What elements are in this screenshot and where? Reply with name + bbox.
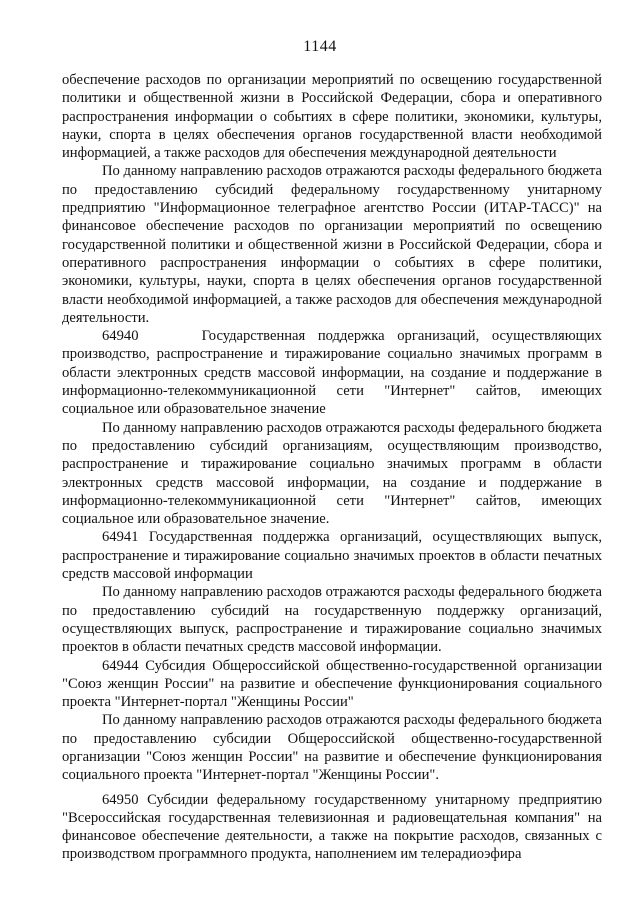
article-title: Государственная поддержка организаций, осуществляющих производство, распространение и тиражирование социально значимых программ в области электронных средств массовой информации, на создание и поддержание в информационно-телекоммуникационной сети "Интернет" сайтов, имеющих социальное или образовательное значение (62, 328, 602, 418)
paragraph-article-64950 (62, 791, 602, 864)
paragraph-explanation (62, 711, 602, 784)
paragraph-explanation (62, 583, 602, 656)
article-code: 64950 (102, 791, 139, 808)
paragraph-article-64940 (62, 327, 602, 418)
article-title: Субсидия Общероссийской общественно-государственной организации "Союз женщин России" на развитие и обеспечение функционирования социального проекта "Интернет-портал "Женщины России" (62, 657, 602, 711)
article-title: Государственная поддержка организаций, осуществляющих выпуск, распространение и тиражирование социально значимых проектов в области печатных средств массовой информации (62, 529, 602, 583)
paragraph-text: По данному направлению расходов отражаются расходы федерального бюджета по предоставлению субсидий федеральному государственному унитарному предприятию "Информационное телеграфное агентство России (ИТАР-ТАСС)" на финансовое обеспечение расходов по организации мероприятий по освещению государственной политики и общественной жизни в Российской Федерации, сбора и оперативного распространения информации о событиях в сфере политики, экономики, культуры, науки, спорта в целях обеспечения органов государственной власти необходимой информацией, а также расходов для обеспечения международной деятельности. (62, 163, 602, 326)
page-number: 1144 (303, 38, 337, 55)
document-body (62, 71, 602, 864)
paragraph-explanation (62, 419, 602, 529)
paragraph-article-64944 (62, 657, 602, 712)
paragraph-explanation (62, 162, 602, 327)
paragraph-article-64941 (62, 528, 602, 583)
article-code: 64944 (102, 657, 139, 674)
paragraph-text: По данному направлению расходов отражаются расходы федерального бюджета по предоставлению субсидии Общероссийской общественно-государственной организации "Союз женщин России" на развитие и обеспечение функционирования социального проекта "Интернет-портал "Женщины России". (62, 712, 602, 784)
paragraph-text: По данному направлению расходов отражаются расходы федерального бюджета по предоставлению субсидий на государственную поддержку организаций, осуществляющих выпуск, распространение и тиражирование социально значимых проектов в области печатных средств массовой информации. (62, 584, 602, 656)
article-code: 64941 (102, 529, 139, 546)
article-title: Субсидии федеральному государственному унитарному предприятию "Всероссийская государственная телевизионная и радиовещательная компания" на финансовое обеспечение деятельности, а также на покрытие расходов, связанных с производством программного продукта, наполнением им телерадиоэфира (62, 791, 602, 863)
article-code: 64940 (102, 328, 139, 345)
paragraph-continuation (62, 71, 602, 162)
paragraph-text: По данному направлению расходов отражаются расходы федерального бюджета по предоставлению субсидий организациям, осуществляющим производство, распространение и тиражирование социально значимых программ в области электронных средств массовой информации, на создание и поддержание в информационно-телекоммуникационной сети "Интернет" сайтов, имеющих социальное или образовательное значение. (62, 419, 602, 528)
paragraph-text: обеспечение расходов по организации мероприятий по освещению государственной политики и общественной жизни в Российской Федерации, сбора и оперативного распространения информации о событиях в сфере политики, экономики, культуры, науки, спорта в целях обеспечения органов государственной власти необходимой информацией, а также расходов для обеспечения международной деятельности (62, 72, 602, 162)
